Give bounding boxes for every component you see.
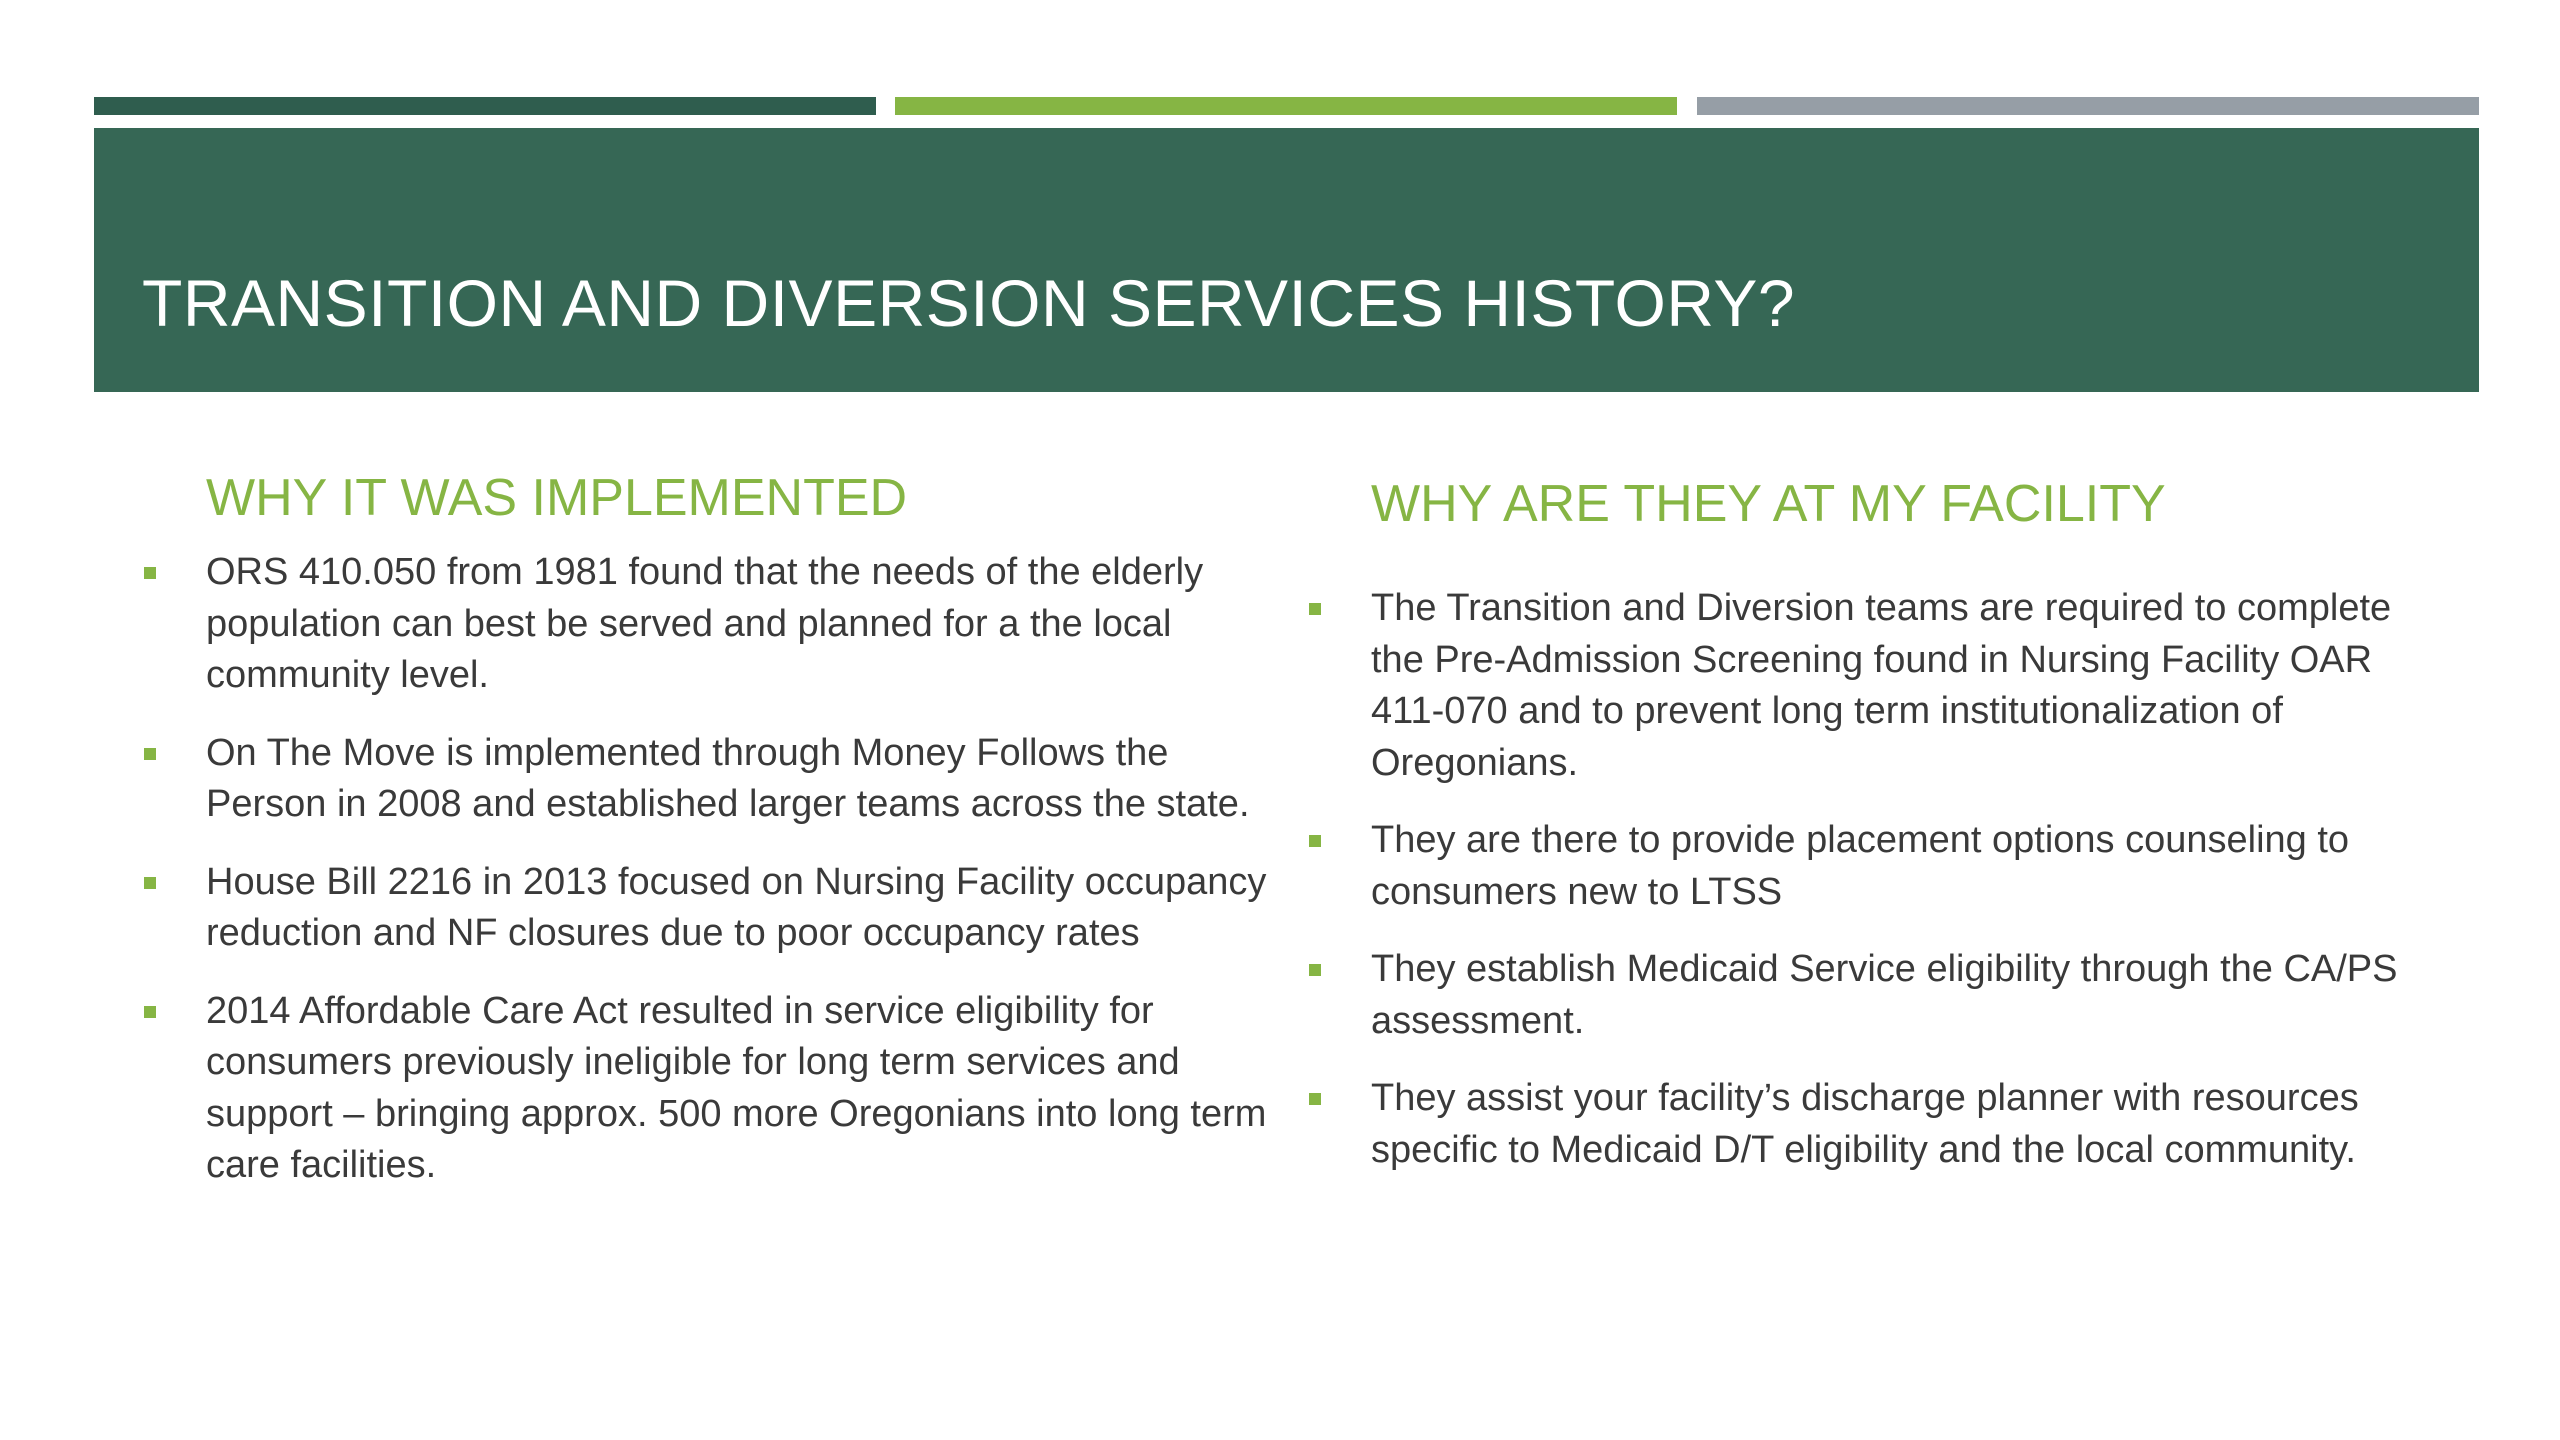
square-bullet-icon [1309, 964, 1321, 976]
bullet-text: They assist your facility’s discharge planner with resources specific to Medicaid D/T eligibility and the local community. [1371, 1077, 2359, 1171]
accent-bar-light-green [895, 97, 1677, 115]
title-band [94, 128, 2479, 392]
bullet-text: ORS 410.050 from 1981 found that the needs of the elderly population can best be served and planned for a the local community level. [206, 551, 1204, 697]
square-bullet-icon [144, 877, 156, 889]
square-bullet-icon [144, 1006, 156, 1018]
square-bullet-icon [1309, 603, 1321, 615]
square-bullet-icon [144, 567, 156, 579]
left-bullet-list [140, 547, 1270, 1192]
slide-title: TRANSITION AND DIVERSION SERVICES HISTORY? [142, 266, 1796, 340]
list-item [140, 547, 1270, 702]
list-item [1305, 1073, 2435, 1176]
list-item [1305, 815, 2435, 918]
list-item [140, 986, 1270, 1192]
right-column-heading: WHY ARE THEY AT MY FACILITY [1371, 475, 2166, 533]
bullet-text: On The Move is implemented through Money Follows the Person in 2008 and established larger teams across the state. [206, 731, 1250, 826]
square-bullet-icon [1309, 835, 1321, 847]
accent-bar-dark-green [94, 97, 876, 115]
bullet-text: The Transition and Diversion teams are required to complete the Pre-Admission Screening found in Nursing Facility OAR 411-070 and to prevent long term institutionalization of Oregonians. [1371, 587, 2392, 784]
right-column [1305, 476, 2435, 1202]
right-bullet-list [1305, 583, 2435, 1176]
bullet-text: House Bill 2216 in 2013 focused on Nursing Facility occupancy reduction and NF closures due to poor occupancy rates [206, 860, 1267, 955]
bullet-text: 2014 Affordable Care Act resulted in service eligibility for consumers previously ineligible for long term services and support – bringing approx. 500 more Oregonians into long term care facilities. [206, 989, 1267, 1187]
left-column [140, 470, 1270, 1218]
list-item [140, 857, 1270, 960]
square-bullet-icon [1309, 1093, 1321, 1105]
accent-bar-gray [1697, 97, 2479, 115]
list-item [1305, 583, 2435, 789]
left-column-heading: WHY IT WAS IMPLEMENTED [206, 469, 908, 527]
list-item [140, 728, 1270, 831]
list-item [1305, 944, 2435, 1047]
bullet-text: They are there to provide placement options counseling to consumers new to LTSS [1371, 819, 2350, 913]
square-bullet-icon [144, 748, 156, 760]
bullet-text: They establish Medicaid Service eligibility through the CA/PS assessment. [1371, 948, 2398, 1042]
